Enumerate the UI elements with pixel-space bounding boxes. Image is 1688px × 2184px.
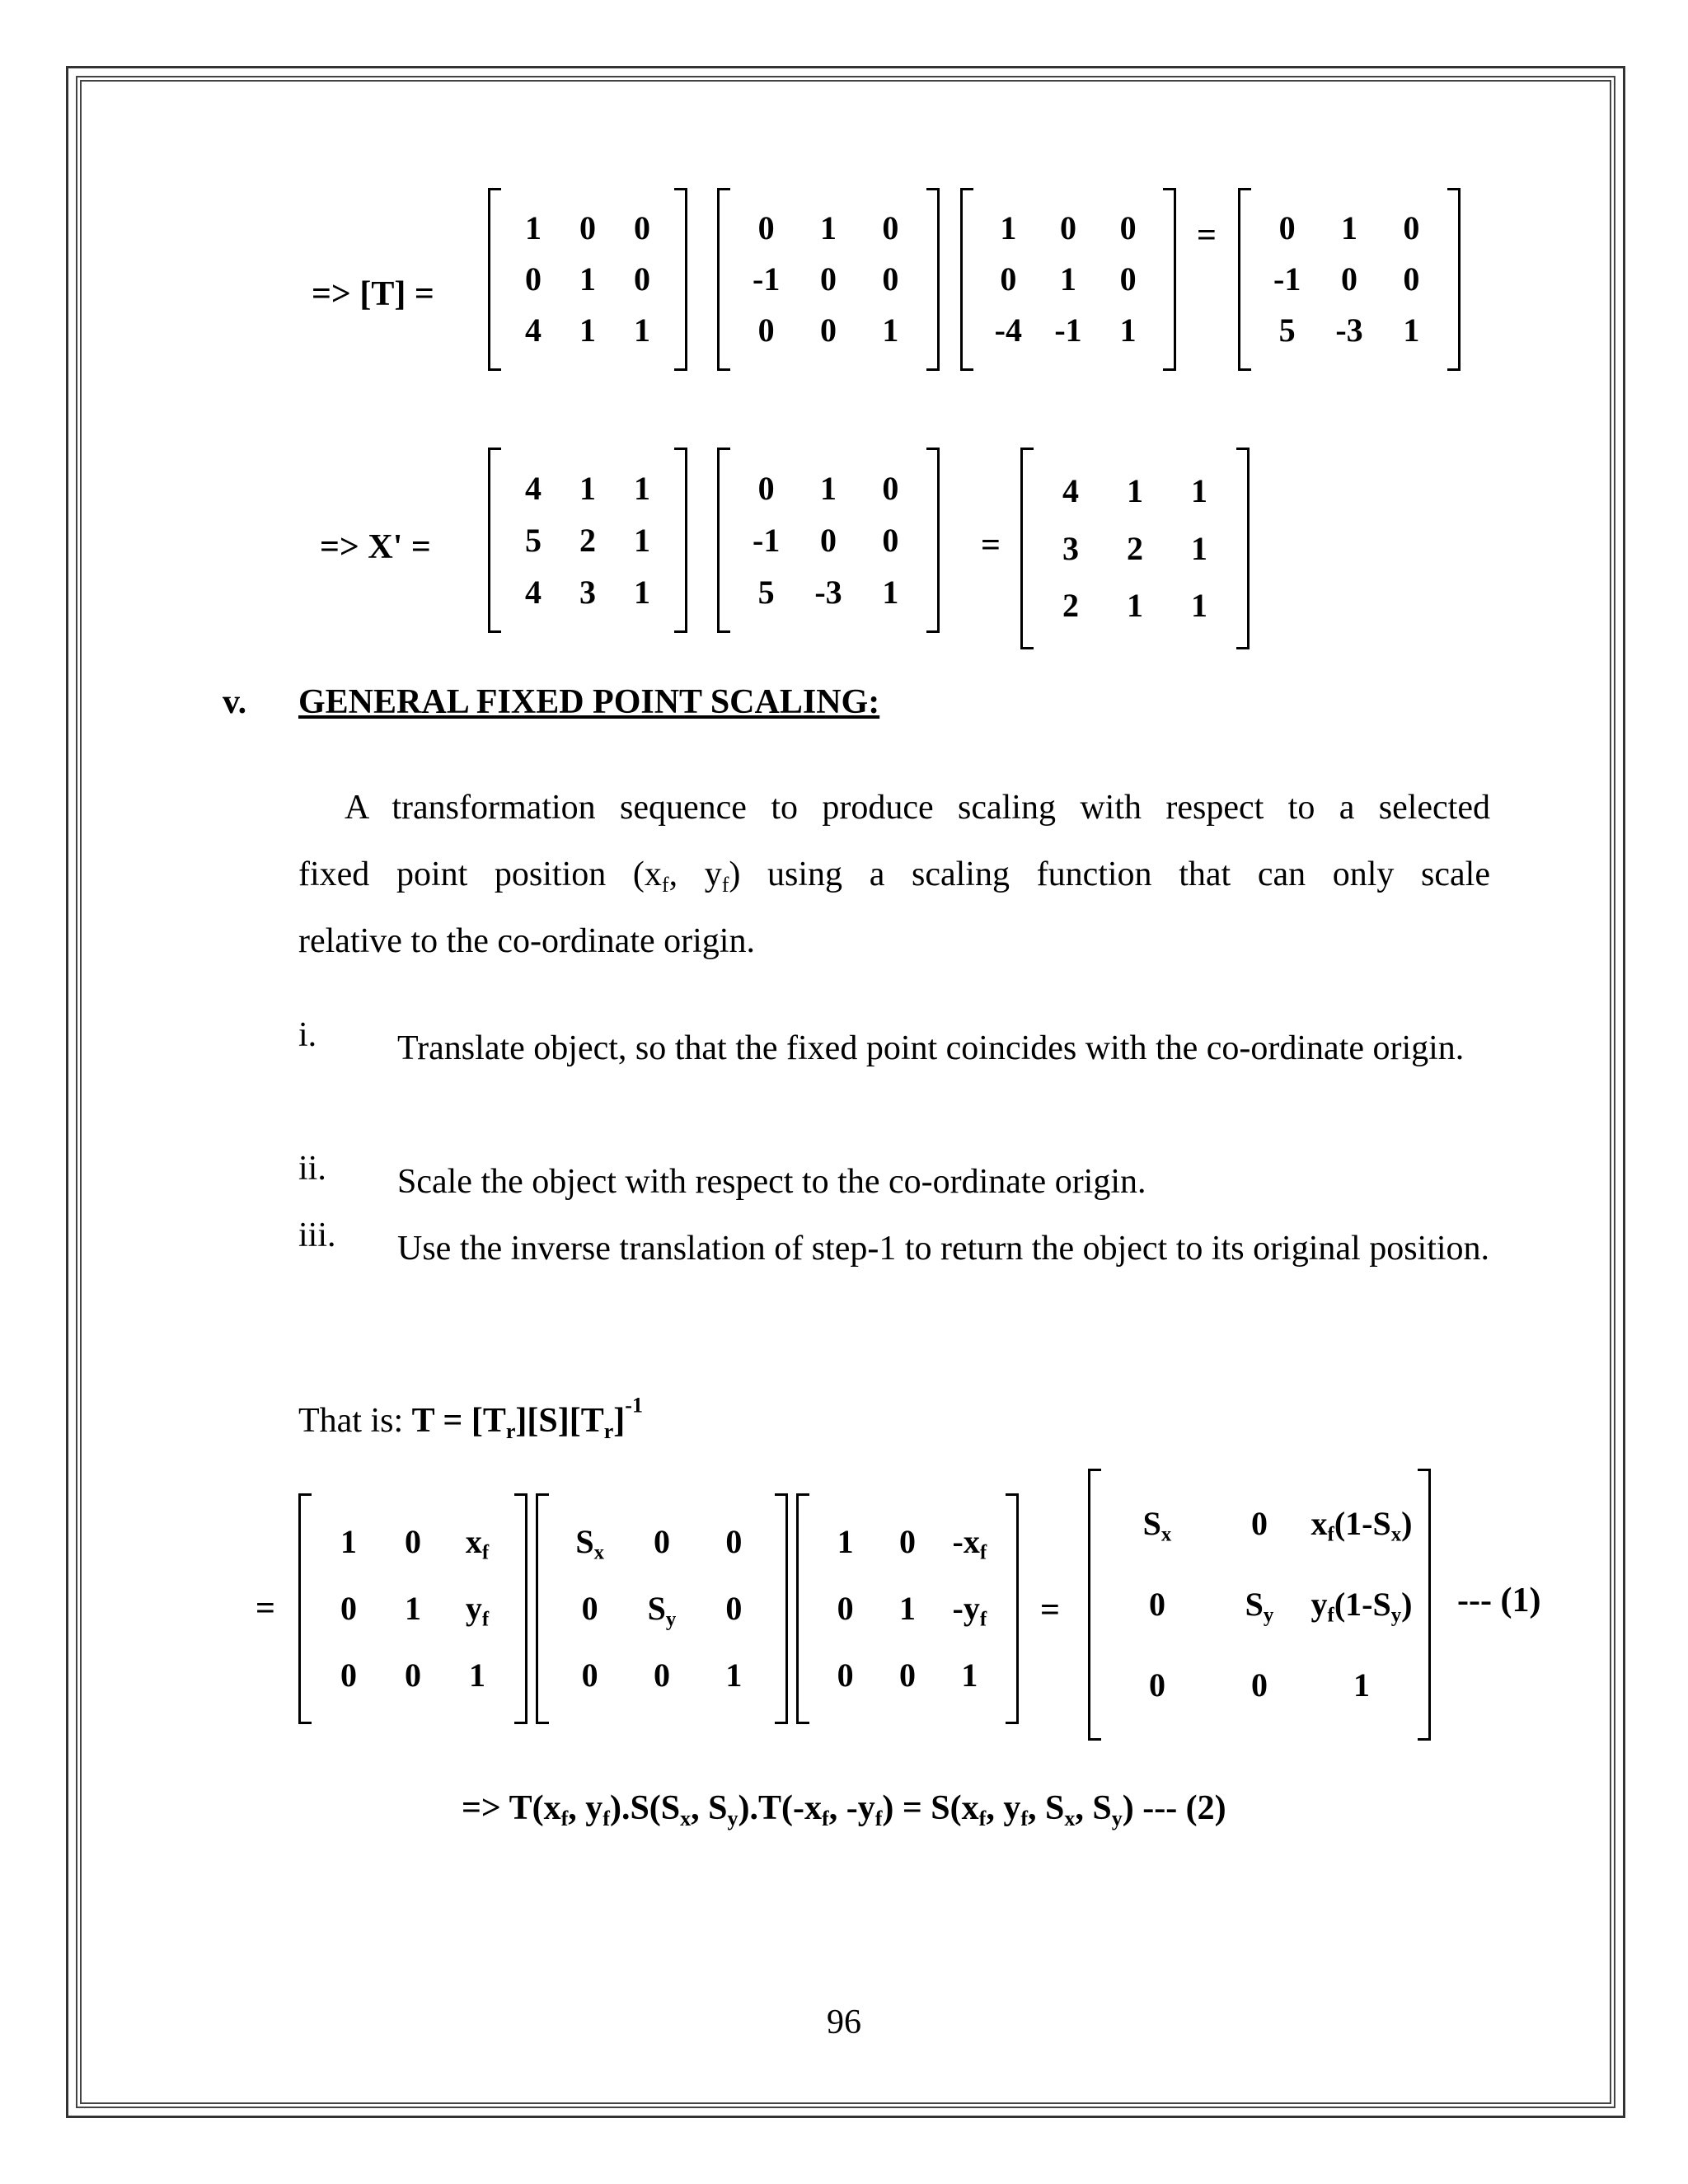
- matrix-cell: $S_y$: [647, 1590, 677, 1631]
- intro-line-2: fixed point position ($x_f$, $y_f$) using a scaling function that can only scale: [298, 855, 1490, 897]
- matrix-cell: -3: [814, 573, 842, 611]
- matrix-cell: 1: [525, 209, 542, 246]
- matrix-cell: 0: [757, 312, 775, 349]
- intro-line-3: relative to the co-ordinate origin.: [298, 922, 755, 960]
- matrix-cell: 1: [1191, 529, 1207, 567]
- matrix-left-bracket: [298, 1493, 312, 1724]
- matrix-cell: 5: [1278, 312, 1296, 349]
- matrix-cell: $x_f(1-S_x)$: [1311, 1505, 1413, 1546]
- eq4-formula: => $T(x_f$, $y_f).S(S_x$, $S_y).T(-x_f$, $-y_f) = S(x_f$, $y_f$, $S_x$, $S_y$) --- (2): [462, 1789, 1226, 1830]
- matrix-cell: 0: [653, 1522, 670, 1560]
- matrix-cell: 0: [1251, 1666, 1268, 1704]
- matrix-cell: -1: [753, 260, 781, 298]
- matrix-right-bracket: [1418, 1469, 1431, 1741]
- matrix-cell: $S_y$: [1245, 1586, 1274, 1627]
- matrix-cell: -1: [1054, 312, 1082, 349]
- section-number: v.: [223, 683, 247, 721]
- matrix-left-bracket: [796, 1493, 809, 1724]
- matrix-cell: 0: [837, 1657, 854, 1694]
- matrix-cell: 0: [1340, 260, 1357, 298]
- matrix-cell: 0: [581, 1590, 598, 1627]
- matrix-cell: $-x_f$: [952, 1522, 987, 1564]
- matrix-right-bracket: [775, 1493, 788, 1724]
- page-number: 96: [827, 2004, 861, 2041]
- matrix-cell: 1: [837, 1522, 854, 1560]
- matrix-cell: -1: [1273, 260, 1301, 298]
- matrix-cell: 1: [579, 260, 596, 298]
- matrix-right-bracket: [1447, 188, 1461, 371]
- matrix-right-bracket: [926, 448, 940, 633]
- matrix-cell: 1: [579, 469, 596, 507]
- matrix-cell: -1: [753, 521, 781, 559]
- matrix-cell: 1: [340, 1522, 357, 1560]
- matrix-cell: 0: [1119, 209, 1137, 246]
- matrix-cell: 0: [882, 209, 899, 246]
- matrix-cell: $S_x$: [1142, 1505, 1172, 1546]
- matrix-right-bracket: [674, 188, 687, 371]
- matrix-cell: $y_f$: [465, 1590, 490, 1631]
- matrix-cell: 1: [961, 1657, 978, 1694]
- matrix-cell: 1: [1127, 471, 1143, 509]
- matrix-cell: 0: [405, 1522, 421, 1560]
- matrix-cell: 1: [725, 1657, 743, 1694]
- matrix-cell: 0: [579, 209, 596, 246]
- matrix-cell: 1: [1340, 209, 1357, 246]
- matrix-cell: 1: [634, 312, 650, 349]
- matrix-cell: 0: [653, 1657, 670, 1694]
- matrix-cell: 1: [1403, 312, 1420, 349]
- matrix-cell: 0: [340, 1590, 357, 1627]
- matrix-cell: 5: [757, 573, 775, 611]
- matrix-right-bracket: [674, 448, 687, 633]
- matrix-cell: 0: [1403, 260, 1420, 298]
- matrix-cell: 0: [525, 260, 542, 298]
- step-3-number: iii.: [298, 1216, 336, 1254]
- eq2-label: => X' =: [320, 528, 431, 566]
- eq3-matrix-1: [298, 1493, 528, 1724]
- matrix-cell: 0: [757, 469, 775, 507]
- matrix-left-bracket: [1088, 1469, 1101, 1741]
- matrix-cell: 0: [757, 209, 775, 246]
- matrix-cell: 0: [898, 1522, 916, 1560]
- step-1-number: i.: [298, 1016, 317, 1054]
- eq1-matrix-2: [717, 188, 940, 371]
- matrix-cell: -4: [994, 312, 1022, 349]
- matrix-cell: 1: [882, 573, 899, 611]
- eq3-matrix-2: [536, 1493, 788, 1724]
- matrix-cell: 0: [725, 1522, 743, 1560]
- matrix-cell: 1: [1059, 260, 1076, 298]
- eq2-equals: =: [981, 527, 1001, 565]
- eq2-result-matrix: [1020, 448, 1250, 649]
- matrix-cell: 3: [579, 573, 596, 611]
- matrix-left-bracket: [717, 188, 730, 371]
- step-3-text: Use the inverse translation of step-1 to return the object to its original position.: [397, 1230, 1490, 1268]
- matrix-cell: 0: [1059, 209, 1076, 246]
- matrix-cell: 4: [525, 312, 542, 349]
- matrix-cell: 1: [634, 521, 650, 559]
- intro-paragraph: [298, 775, 1490, 975]
- matrix-cell: 0: [340, 1657, 357, 1694]
- matrix-cell: 1: [819, 469, 837, 507]
- matrix-left-bracket: [536, 1493, 549, 1724]
- matrix-cell: 0: [634, 260, 650, 298]
- eq2-matrix-2: [717, 448, 940, 633]
- eq3-result-matrix: [1088, 1469, 1431, 1741]
- matrix-cell: 1: [1119, 312, 1137, 349]
- matrix-cell: 0: [898, 1657, 916, 1694]
- matrix-cell: 1: [1127, 587, 1143, 625]
- matrix-cell: 0: [882, 521, 899, 559]
- matrix-cell: 0: [1403, 209, 1420, 246]
- matrix-cell: 0: [1278, 209, 1296, 246]
- matrix-cell: 2: [1127, 529, 1143, 567]
- step-2-number: ii.: [298, 1150, 326, 1188]
- matrix-cell: 3: [1062, 529, 1079, 567]
- matrix-cell: 0: [819, 521, 837, 559]
- matrix-cell: 1: [1191, 471, 1207, 509]
- matrix-cell: 1: [1191, 587, 1207, 625]
- matrix-cell: 0: [1149, 1666, 1165, 1704]
- matrix-cell: 2: [579, 521, 596, 559]
- matrix-cell: 1: [405, 1590, 421, 1627]
- matrix-cell: 0: [1000, 260, 1017, 298]
- that-is-formula: That is: $T = [T_r][S][T_r]^{-1}$: [298, 1393, 643, 1443]
- matrix-right-bracket: [926, 188, 940, 371]
- eq1-result-matrix: [1238, 188, 1461, 371]
- matrix-cell: 0: [1119, 260, 1137, 298]
- matrix-cell: -3: [1335, 312, 1363, 349]
- matrix-cell: 0: [837, 1590, 854, 1627]
- matrix-left-bracket: [960, 188, 973, 371]
- matrix-cell: 1: [1000, 209, 1017, 246]
- matrix-cell: 1: [469, 1657, 485, 1694]
- step-1-text: Translate object, so that the fixed point coincides with the co-ordinate origin.: [397, 1029, 1465, 1067]
- matrix-cell: 0: [882, 469, 899, 507]
- matrix-cell: 0: [581, 1657, 598, 1694]
- matrix-cell: 4: [1062, 471, 1079, 509]
- matrix-left-bracket: [717, 448, 730, 633]
- matrix-left-bracket: [1238, 188, 1251, 371]
- matrix-cell: 2: [1062, 587, 1079, 625]
- eq1-label: => [T] =: [312, 275, 434, 313]
- matrix-cell: 0: [882, 260, 899, 298]
- eq1-equals: =: [1197, 217, 1217, 255]
- matrix-right-bracket: [1236, 448, 1250, 649]
- matrix-cell: 0: [819, 312, 837, 349]
- eq2-matrix-1: [488, 448, 687, 633]
- matrix-cell: 0: [819, 260, 837, 298]
- eq3-label: --- (1): [1457, 1582, 1541, 1619]
- matrix-cell: 0: [725, 1590, 743, 1627]
- eq1-matrix-3: [960, 188, 1176, 371]
- matrix-cell: 1: [634, 573, 650, 611]
- matrix-left-bracket: [1020, 448, 1034, 649]
- eq3-matrix-3: [796, 1493, 1019, 1724]
- matrix-left-bracket: [488, 448, 501, 633]
- section-title: GENERAL FIXED POINT SCALING:: [298, 683, 880, 721]
- matrix-right-bracket: [1163, 188, 1176, 371]
- matrix-cell: 1: [579, 312, 596, 349]
- matrix-cell: 1: [634, 469, 650, 507]
- matrix-cell: 0: [1251, 1505, 1268, 1542]
- matrix-left-bracket: [488, 188, 501, 371]
- matrix-cell: $-y_f$: [952, 1590, 987, 1631]
- matrix-cell: 0: [405, 1657, 421, 1694]
- matrix-cell: 1: [1353, 1666, 1370, 1704]
- matrix-cell: 4: [525, 469, 542, 507]
- matrix-right-bracket: [514, 1493, 528, 1724]
- matrix-cell: 4: [525, 573, 542, 611]
- matrix-cell: $x_f$: [465, 1522, 490, 1564]
- eq3-lead-equals: =: [256, 1590, 275, 1628]
- matrix-cell: 1: [898, 1590, 916, 1627]
- matrix-cell: 0: [1149, 1586, 1165, 1623]
- eq3-equals: =: [1040, 1591, 1060, 1629]
- eq1-matrix-1: [488, 188, 687, 371]
- matrix-cell: $y_f(1-S_y)$: [1311, 1586, 1413, 1627]
- matrix-right-bracket: [1006, 1493, 1019, 1724]
- intro-line-1: A transformation sequence to produce scaling with respect to a selected: [345, 789, 1490, 827]
- matrix-cell: $S_x$: [575, 1522, 604, 1564]
- matrix-cell: 1: [819, 209, 837, 246]
- matrix-cell: 0: [634, 209, 650, 246]
- step-2-text: Scale the object with respect to the co-ordinate origin.: [397, 1163, 1146, 1201]
- matrix-cell: 5: [525, 521, 542, 559]
- matrix-cell: 1: [882, 312, 899, 349]
